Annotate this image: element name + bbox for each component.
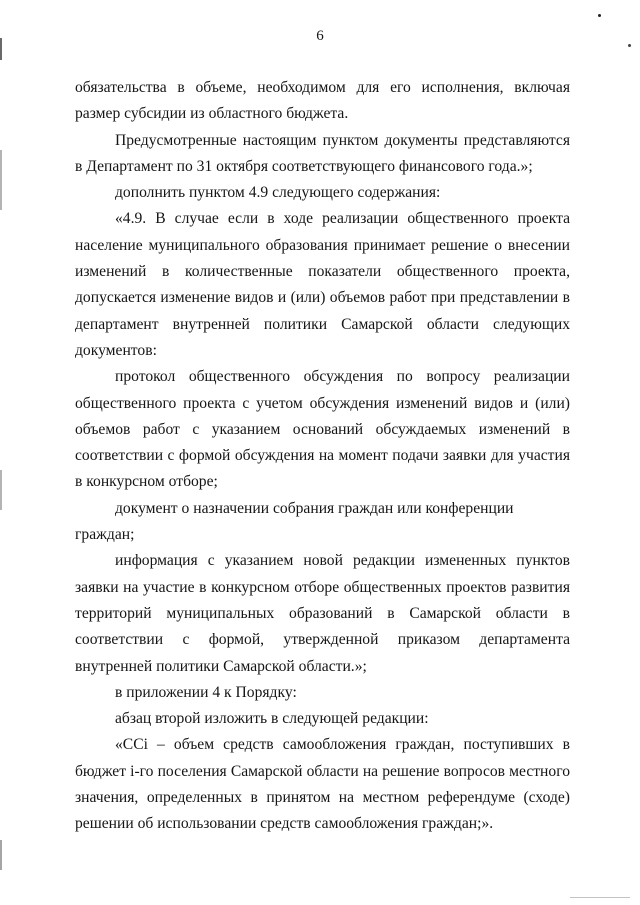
paragraph-add-clause: дополнить пунктом 4.9 следующего содержания: bbox=[115, 184, 441, 202]
page-number: 6 bbox=[316, 28, 324, 44]
paragraph-continuation: обязательства в объеме, необходимом для его исполнения, включая размер субсидии из областного бюджета. bbox=[75, 79, 570, 123]
paragraph-second-abzac: абзац второй изложить в следующей редакции: bbox=[115, 710, 429, 728]
paragraph-definition-cci: «ССi – объем средств самообложения граждан, поступивших в бюджет i-го поселения Самарской области на решение вопросов местного значения, определенных в принятом на местном референдуме (сходе) решении об использовании средств самообложения граждан;». bbox=[75, 736, 570, 833]
paragraph-appendix-4: в приложении 4 к Порядку: bbox=[115, 683, 297, 701]
scan-mark bbox=[0, 840, 2, 870]
paragraph-protocol: протокол общественного обсуждения по вопросу реализации общественного проекта с учетом обсуждения изменений видов и (или) объемов работ с указанием оснований обсуждаемых изменений в соответствии с формой обсуждения на момент подачи заявки для участия в конкурсном отборе; bbox=[75, 368, 570, 491]
paragraph-assembly-document: документ о назначении собрания граждан или конференции граждан; bbox=[75, 499, 514, 544]
scan-mark bbox=[0, 38, 2, 60]
scan-mark bbox=[570, 897, 630, 898]
paragraph-clause-4-9: «4.9. В случае если в ходе реализации общественного проекта население муниципального образования принимает решение о внесении изменений в количественные показатели общественного проекта, допускается изменение видов и (или) объемов работ при представлении в департамент внутренней политики Самарской области следующих документов: bbox=[75, 210, 570, 359]
paragraph-documents-deadline: Предусмотренные настоящим пунктом документы представляются в Департамент по 31 октября соответствующего финансового года.»; bbox=[75, 131, 570, 175]
scan-mark bbox=[628, 44, 631, 47]
scan-mark bbox=[598, 14, 601, 17]
scan-mark bbox=[0, 470, 2, 510]
paragraph-information: информация с указанием новой редакции измененных пунктов заявки на участие в конкурсном отборе общественных проектов развития территорий муниципальных образований в Самарской области в соответствии с формой, утвержденной приказом департамента внутренней политики Самарской области.»; bbox=[75, 552, 570, 675]
document-body bbox=[75, 75, 570, 838]
scan-mark bbox=[0, 150, 2, 210]
